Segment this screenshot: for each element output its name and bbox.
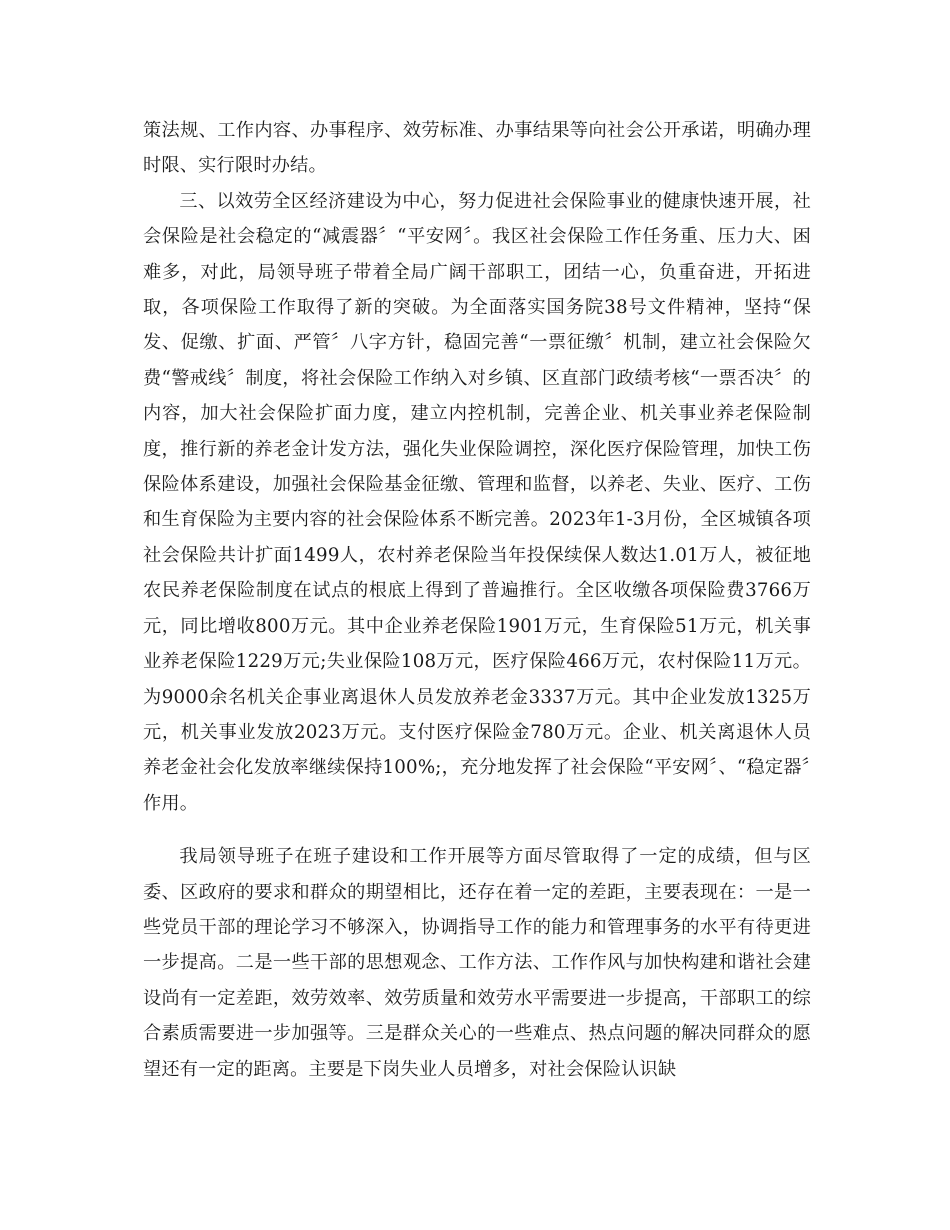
document-body <box>143 113 811 1087</box>
paragraph-section-three: 三、以效劳全区经济建设为中心，努力促进社会保险事业的健康快速开展，社会保险是社会稳定的“减震器〞“平安网〞。我区社会保险工作任务重、压力大、困难多，对此，局领导班子带着全局广阔干部职工，团结一心，负重奋进，开拓进取，各项保险工作取得了新的突破。为全面落实国务院38号文件精神，坚持“保发、促缴、扩面、严管〞八字方针，稳固完善“一票征缴〞机制，建立社会保险欠费“警戒线〞制度，将社会保险工作纳入对乡镇、区直部门政绩考核“一票否决〞的内容，加大社会保险扩面力度，建立内控机制，完善企业、机关事业养老保险制度，推行新的养老金计发方法，强化失业保险调控，深化医疗保险管理，加快工伤保险体系建设，加强社会保险基金征缴、管理和监督，以养老、失业、医疗、工伤和生育保险为主要内容的社会保险体系不断完善。2023年1-3月份，全区城镇各项社会保险共计扩面1499人，农村养老保险当年投保续保人数达1.01万人，被征地农民养老保险制度在试点的根底上得到了普遍推行。全区收缴各项保险费3766万元，同比增收800万元。其中企业养老保险1901万元，生育保险51万元，机关事业养老保险1229万元;失业保险108万元，医疗保险466万元，农村保险11万元。为9000余名机关企事业离退休人员发放养老金3337万元。其中企业发放1325万元，机关事业发放2023万元。支付医疗保险金780万元。企业、机关离退休人员养老金社会化发放率继续保持100%;，充分地发挥了社会保险“平安网〞、“稳定器〞作用。 <box>143 190 811 814</box>
paragraph-continuation: 策法规、工作内容、办事程序、效劳标准、办事结果等向社会公开承诺，明确办理时限、实行限时办结。 <box>143 120 811 177</box>
paragraph-shortcomings: 我局领导班子在班子建设和工作开展等方面尽管取得了一定的成绩，但与区委、区政府的要求和群众的期望相比，还存在着一定的差距，主要表现在：一是一些党员干部的理论学习不够深入，协调指导工作的能力和管理事务的水平有待更进一步提高。二是一些干部的思想观念、工作方法、工作作风与加快构建和谐社会建设尚有一定差距，效劳效率、效劳质量和效劳水平需要进一步提高，干部职工的综合素质需要进一步加强等。三是群众关心的一些难点、热点问题的解决同群众的愿望还有一定的距离。主要是下岗失业人员增多，对社会保险认识缺 <box>143 846 811 1080</box>
